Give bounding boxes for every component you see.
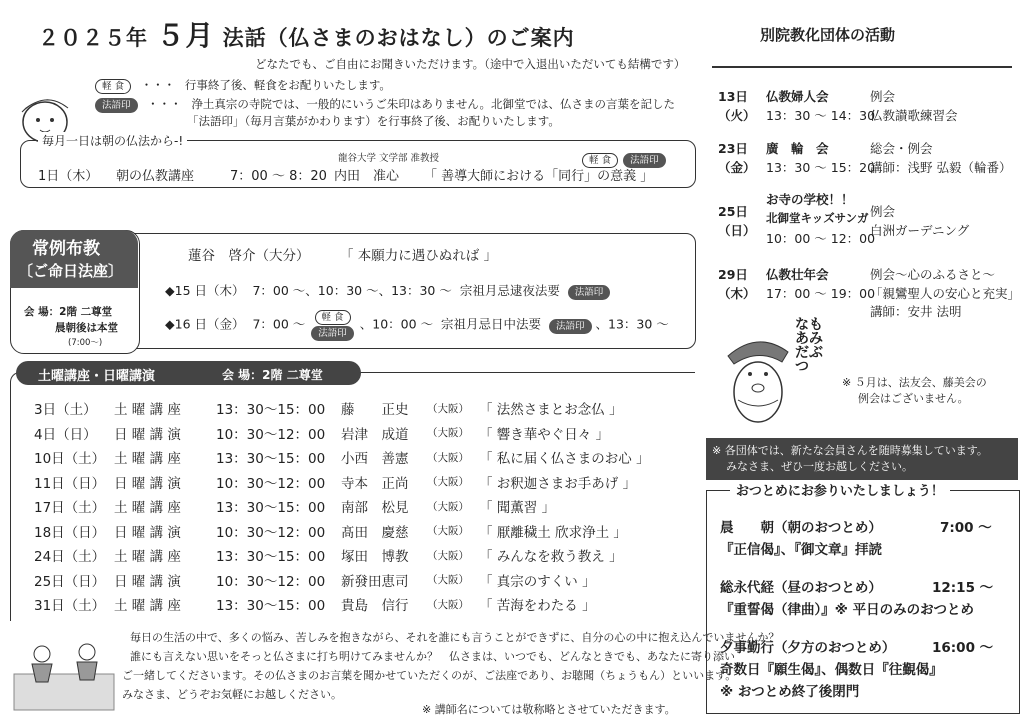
cell-topic: 「 真宗のすくい 」 <box>479 573 596 590</box>
hougoin-tag: 法語印 <box>311 326 354 341</box>
cell-name: 寺本 正尚 <box>341 475 409 492</box>
teirei-venue-morning: 晨朝後は本堂 <box>55 322 118 334</box>
cell-date: 17日（土） <box>34 500 106 517</box>
hougoin-tag: 法語印 <box>549 319 592 334</box>
cell-name: 岩津 成道 <box>341 426 409 443</box>
cell-time: 10：30～12：00 <box>216 573 326 590</box>
table-row <box>34 494 679 519</box>
group-fujinkai: 13日 <box>718 89 748 104</box>
cell-time: 10：30～12：00 <box>216 426 326 443</box>
weekend-venue: 会 場：2階 二尊堂 <box>222 368 323 382</box>
people-illustration <box>12 634 117 712</box>
cell-time: 13：30～15：00 <box>216 598 326 615</box>
right-title: 別院教化団体の活動 <box>760 26 896 44</box>
cell-place: （大阪） <box>427 451 469 464</box>
cell-type: 日 曜 講 演 <box>114 573 181 590</box>
page-title <box>38 14 575 54</box>
cell-place: （大阪） <box>427 574 469 587</box>
legend-text: 浄土真宗の寺院では、一般的にいうご朱印はありません。北御堂では、仏さまの言葉を記した <box>191 97 676 111</box>
table-row <box>34 568 679 593</box>
teirei-title: 常例布教 <box>32 239 100 259</box>
cell-place: （大阪） <box>427 598 469 611</box>
intro-text: どなたでも、ご自由にお聞きいただけます。（途中で入退出いただいても結構です） <box>255 57 686 71</box>
cell-date: 4日（日） <box>34 426 97 443</box>
cell-date: 18日（日） <box>34 524 106 541</box>
hougoin-tag: 法語印 <box>568 285 611 300</box>
bottom-line-3: ご一緒してくださいます。その仏さまのお言葉を聞かせていただくのが、ご法座であり、お聴聞（ちょうもん）といいます。 <box>122 669 737 682</box>
otsutome-noon: 総永代経（昼のおつとめ） <box>720 580 882 596</box>
morning-heading: 毎月一日は朝の仏法から-! <box>38 132 187 149</box>
cell-type: 土 曜 講 座 <box>114 500 181 517</box>
cell-name: 髙田 慶慈 <box>341 524 409 541</box>
cell-date: 31日（土） <box>34 598 106 615</box>
cell-topic: 「 響き華やぐ日々 」 <box>479 426 610 443</box>
karushoku-tag: 軽 食 <box>95 79 131 94</box>
legend-row-karushoku: 軽 食 ・・・ 行事終了後、軽食をお配りいたします。 <box>95 77 391 94</box>
karushoku-tag: 軽 食 <box>315 310 351 325</box>
cell-type: 日 曜 講 演 <box>114 426 181 443</box>
cell-place: （大阪） <box>427 549 469 562</box>
cell-date: 3日（土） <box>34 402 97 419</box>
morning-topic: 「 善導大師における「同行」の意義 」 <box>424 169 654 184</box>
cell-date: 10日（土） <box>34 451 106 468</box>
mascot-illustration <box>718 322 793 430</box>
cell-topic: 「 お釈迦さまお手あげ 」 <box>479 475 637 492</box>
morning-event: 朝の仏教講座 <box>116 169 195 184</box>
cell-name: 小西 善憲 <box>341 451 409 468</box>
hougoin-tag: 法語印 <box>95 98 138 113</box>
cell-place: （大阪） <box>427 525 469 538</box>
cell-time: 10：30～12：00 <box>216 524 326 541</box>
cell-time: 10：30～12：00 <box>216 475 326 492</box>
cell-type: 土 曜 講 座 <box>114 549 181 566</box>
cell-topic: 「 みんなを救う教え 」 <box>479 549 623 566</box>
morning-date: 1日（木） <box>38 169 99 184</box>
bottom-line-2: 誰にも言えない思いをそっと仏さまに打ち明けてみませんか？ 仏さまは、いつでも、どんなときでも、あなたに寄り添い <box>130 650 735 663</box>
cell-date: 25日（日） <box>34 573 106 590</box>
teirei-line-16: ◆16 日（金） 7：00 ～ 軽 食 法語印 、10：00 ～ 宗祖月忌日中法要 法語印 、13：30 ～ <box>165 312 669 339</box>
cell-type: 土 曜 講 座 <box>114 598 181 615</box>
table-row <box>34 396 679 421</box>
cell-time: 13：30～15：00 <box>216 451 326 468</box>
group-kids-sangha: 25日 <box>718 204 748 219</box>
cell-name: 塚田 博教 <box>341 549 409 566</box>
otsutome-title: おつとめにお参りいたしましょう！ <box>730 480 950 499</box>
cell-topic: 「 苦海をわたる 」 <box>479 598 596 615</box>
legend-text: 行事終了後、軽食をお配りいたします。 <box>184 78 391 92</box>
cell-date: 11日（日） <box>34 475 106 492</box>
may-note-line2: 例会はございません。 <box>858 392 969 405</box>
morning-time: 7：00 ～ 8：20 <box>230 169 327 184</box>
weekend-heading: 土曜講座・日曜講演 <box>38 369 156 384</box>
teirei-line-15: ◆15 日（木） 7：00 ～、10：30 ～、13：30 ～ 宗祖月忌逮夜法要 法語印 <box>165 281 610 300</box>
bottom-line-4: みなさま、どうぞお気軽にお越しください。 <box>122 688 342 701</box>
membership-notice: ※ 各団体では、新たな会員さんを随時募集しています。 みなさま、ぜひ一度お越しください。 <box>706 438 1018 480</box>
teirei-subtitle: 〔ご命日法座〕 <box>18 262 124 280</box>
table-row <box>34 470 679 495</box>
cell-name: 貴島 信行 <box>341 598 409 615</box>
group-soneikai: 29日 <box>718 267 748 282</box>
cell-topic: 「 法然さまとお念仏 」 <box>479 402 623 419</box>
cell-place: （大阪） <box>427 402 469 415</box>
may-note-line1: ※ ５月は、法友会、藤美会の <box>842 376 987 389</box>
otsutome-morning: 晨 朝（朝のおつとめ） <box>720 520 882 536</box>
cell-topic: 「 私に届く仏さまのお心 」 <box>479 451 650 468</box>
cell-time: 13：30～15：00 <box>216 500 326 517</box>
cell-type: 土 曜 講 座 <box>114 402 181 419</box>
bottom-note: ※ 講師名については敬称略とさせていただきます。 <box>422 703 676 716</box>
cell-date: 24日（土） <box>34 549 106 566</box>
cell-time: 13：30～15：00 <box>216 549 326 566</box>
cell-type: 日 曜 講 演 <box>114 524 181 541</box>
title-year: ２０２５年 <box>38 26 148 50</box>
teirei-venue: 会 場：2階 二尊堂 <box>24 306 113 318</box>
table-row <box>34 445 679 470</box>
cell-type: 日 曜 講 演 <box>114 475 181 492</box>
cell-place: （大阪） <box>427 476 469 489</box>
cell-topic: 「 聞薫習 」 <box>479 500 556 517</box>
table-row <box>34 421 679 446</box>
teirei-speaker: 蓮谷 啓介（大分） <box>188 248 310 264</box>
legend-text-cont: 「法語印」（毎月言葉がかわります）を行事終了後、お配りいたします。 <box>187 114 560 128</box>
speaker-affiliation: 龍谷大学 文学部 准教授 <box>338 153 440 164</box>
title-main: 法話（仏さまのおはなし）のご案内 <box>222 26 575 50</box>
cell-name: 新發田恵司 <box>341 573 409 590</box>
karushoku-tag: 軽 食 <box>582 153 618 168</box>
cell-place: （大阪） <box>427 500 469 513</box>
cell-name: 南部 松見 <box>341 500 409 517</box>
table-row <box>34 519 679 544</box>
cell-name: 藤 正史 <box>341 402 409 419</box>
title-month: ５月 <box>156 19 215 52</box>
cell-time: 13：30～15：00 <box>216 402 326 419</box>
hougoin-tag: 法語印 <box>623 153 666 168</box>
teirei-venue-time: (7:00～) <box>68 338 103 348</box>
cell-place: （大阪） <box>427 427 469 440</box>
morning-speaker: 内田 准心 <box>334 169 400 184</box>
otsutome-evening: 夕事勤行（夕方のおつとめ） <box>720 640 896 656</box>
bottom-line-1: 毎日の生活の中で、多くの悩み、苦しみを抱きながら、それを誰にも言うことができずに、自分の心の中に抱え込んでいませんか？ <box>130 631 780 644</box>
teirei-topic: 「 本願力に遇ひぬれば 」 <box>340 248 498 264</box>
legend-row-hougoin: 法語印 ・・・ 浄土真宗の寺院では、一般的にいうご朱印はありません。北御堂では、仏さまの言葉を記した <box>95 96 675 113</box>
group-kourinkai: 23日 <box>718 141 748 156</box>
right-rule-top <box>712 66 1012 68</box>
weekend-schedule-table <box>34 396 679 617</box>
table-row <box>34 543 679 568</box>
mascot-text: なもあみだぶつ <box>795 317 823 375</box>
cell-type: 土 曜 講 座 <box>114 451 181 468</box>
table-row <box>34 592 679 617</box>
cell-topic: 「 厭離穢土 欣求浄土 」 <box>479 524 627 541</box>
